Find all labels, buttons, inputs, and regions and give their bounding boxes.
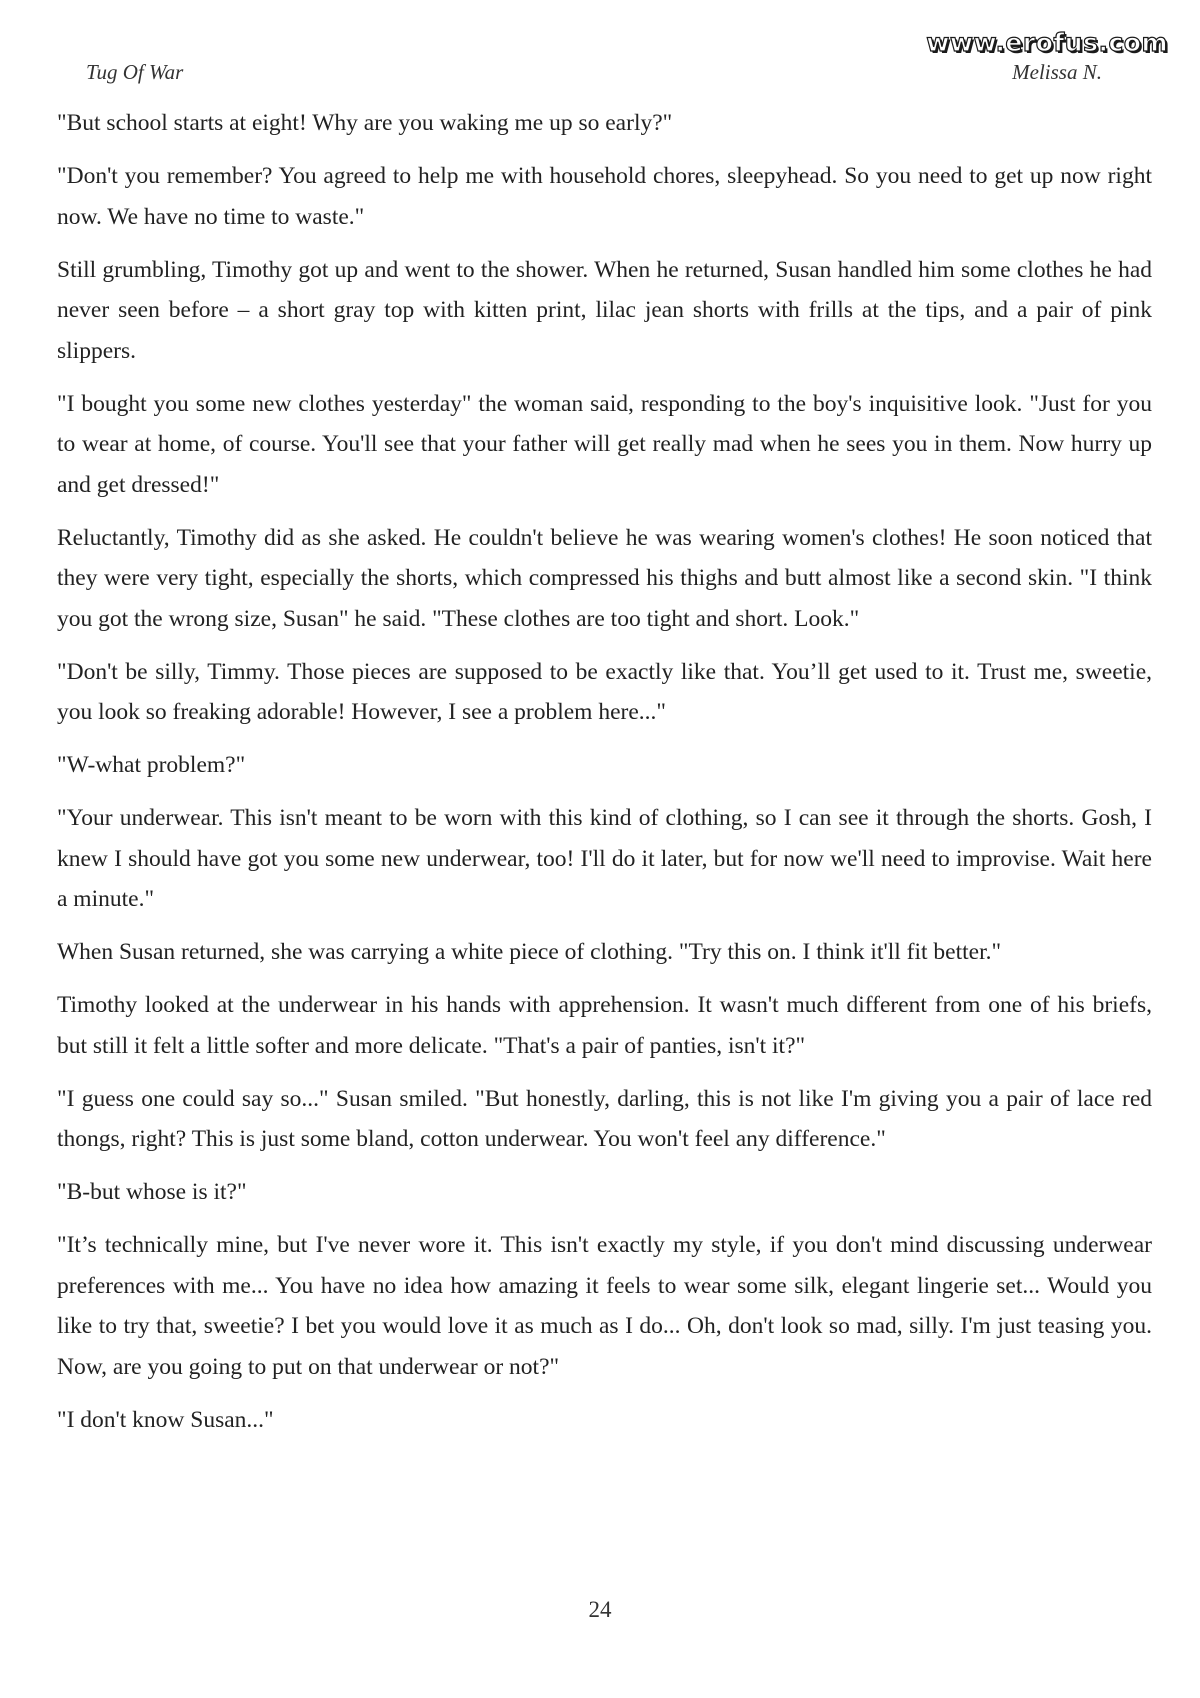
paragraph: "It’s technically mine, but I've never wore it. This isn't exactly my style, if you don't mind discussing underwear preferences with me... You have no idea how amazing it feels to wear some silk, elegant lingerie set... Would you like to try that, sweetie? I bet you would love it as much as I do... Oh, don't look so mad, silly. I'm just teasing you. Now, are you going to put on that underwear or not?": [57, 1232, 1152, 1380]
paragraph: "I guess one could say so..." Susan smiled. "But honestly, darling, this is not like I'm giving you a pair of lace red thongs, right? This is just some bland, cotton underwear. You won't feel any difference.": [57, 1085, 1152, 1152]
paragraph: Timothy looked at the underwear in his hands with apprehension. It wasn't much different from one of his briefs, but still it felt a little softer and more delicate. "That's a pair of panties, isn't it?": [57, 992, 1152, 1059]
page-number: 24: [588, 1597, 612, 1622]
body-text: [57, 103, 1152, 1453]
paragraph: "Don't be silly, Timmy. Those pieces are supposed to be exactly like that. You’ll get used to it. Trust me, sweetie, you look so freaking adorable! However, I see a problem here...": [57, 658, 1152, 725]
running-header-title: Tug Of War: [86, 60, 184, 84]
paragraph: "Your underwear. This isn't meant to be worn with this kind of clothing, so I can see it through the shorts. Gosh, I knew I should have got you some new underwear, too! I'll do it later, but for now we'll need to improvise. Wait here a minute.": [57, 805, 1152, 912]
paragraph: Reluctantly, Timothy did as she asked. He couldn't believe he was wearing women's clothes! He soon noticed that they were very tight, especially the shorts, which compressed his thighs and butt almost like a second skin. "I think you got the wrong size, Susan" he said. "These clothes are too tight and short. Look.": [57, 524, 1152, 632]
paragraph: "B-but whose is it?": [57, 1179, 247, 1205]
paragraph: When Susan returned, she was carrying a white piece of clothing. "Try this on. I think it'll fit better.": [57, 939, 1002, 965]
paragraph: "I don't know Susan...": [57, 1406, 274, 1433]
paragraph: "But school starts at eight! Why are you waking me up so early?": [57, 110, 673, 136]
paragraph: Still grumbling, Timothy got up and went to the shower. When he returned, Susan handled him some clothes he had never seen before – a short gray top with kitten print, lilac jean shorts with frills at the tips, and a pair of pink slippers.: [57, 256, 1152, 364]
watermark: www.erofus.com: [926, 28, 1168, 57]
running-header-author: Melissa N.: [1012, 60, 1102, 84]
paragraph: "I bought you some new clothes yesterday" the woman said, responding to the boy's inquisitive look. "Just for you to wear at home, of course. You'll see that your father will get really mad when he sees you in them. Now hurry up and get dressed!": [57, 390, 1152, 498]
paragraph: "Don't you remember? You agreed to help me with household chores, sleepyhead. So you need to get up now right now. We have no time to waste.": [57, 163, 1152, 230]
paragraph: "W-what problem?": [57, 752, 246, 778]
